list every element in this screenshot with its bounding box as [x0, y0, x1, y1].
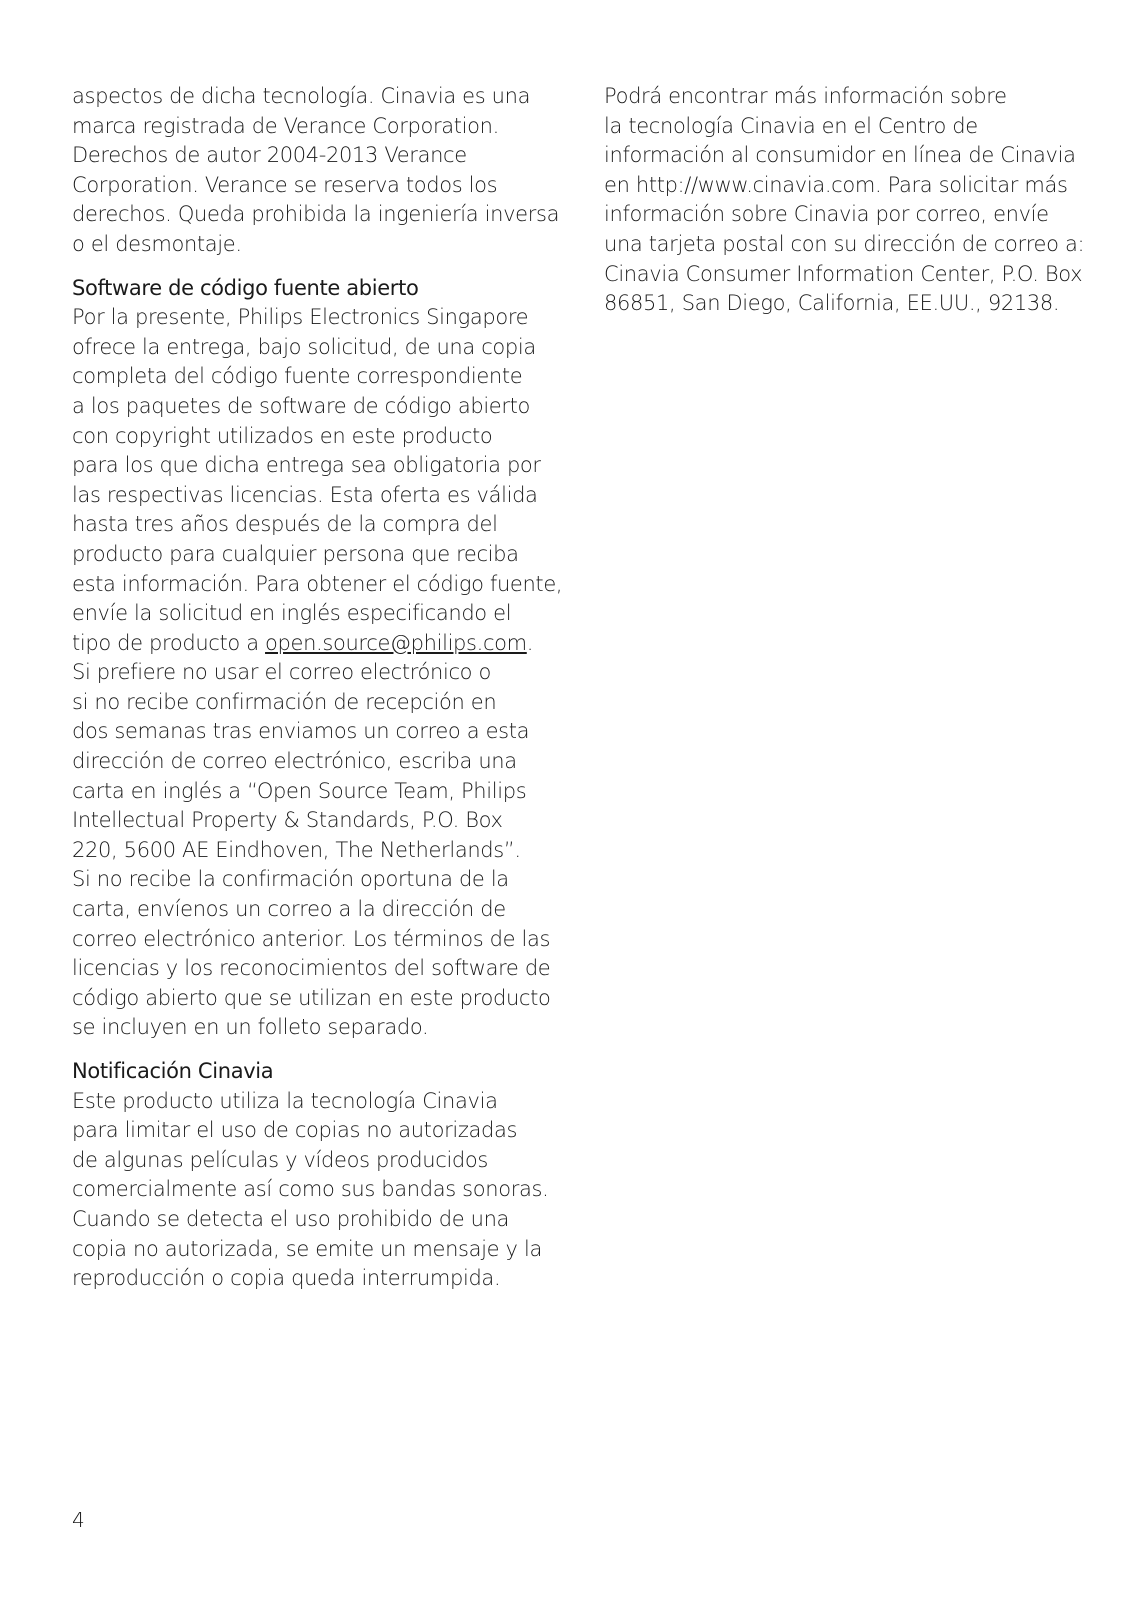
text-line: con copyright utilizados en este producto [72, 423, 493, 448]
text-line: Podrá encontrar más información sobre [604, 84, 1007, 108]
text-line: producto para cualquier persona que reciba [72, 541, 519, 566]
text-line: a los paquetes de software de código abierto [72, 393, 531, 418]
text-line: envíe la solicitud en inglés especificando el [72, 601, 512, 626]
text-line: marca registrada de Verance Corporation. [72, 113, 499, 138]
text-line: Si no recibe la confirmación oportuna de la [72, 867, 509, 892]
email-line-prefix: tipo de producto a [72, 630, 266, 655]
text-line: Derechos de autor 2004-2013 Verance [72, 143, 467, 168]
text-line: 220, 5600 AE Eindhoven, The Netherlands”. [72, 837, 521, 862]
open-source-section [72, 274, 563, 1043]
open-source-heading: Software de código fuente abierto [72, 275, 419, 300]
text-line: Este producto utiliza la tecnología Cinavia [72, 1088, 498, 1113]
text-line: dos semanas tras enviamos un correo a esta [72, 719, 530, 744]
text-line: Cuando se detecta el uso prohibido de una [72, 1206, 510, 1231]
text-line: correo electrónico anterior. Los términos de las [72, 926, 551, 951]
cinavia-info-paragraph [604, 82, 1085, 319]
text-line: licencias y los reconocimientos del software de [72, 956, 551, 981]
text-line: reproducción o copia queda interrumpida. [72, 1266, 501, 1291]
cinavia-section [72, 1057, 549, 1294]
text-line: Si prefiere no usar el correo electrónico o [72, 660, 491, 685]
text-line: carta, envíenos un correo a la dirección de [72, 897, 506, 922]
text-line: de algunas películas y vídeos producidos [72, 1147, 488, 1172]
text-line: información sobre Cinavia por correo, envíe [604, 202, 1049, 227]
text-line: para los que dicha entrega sea obligatoria por [72, 453, 541, 478]
text-line: información al consumidor en línea de Cinavia [604, 143, 1076, 168]
page-number: 4 [72, 1508, 85, 1532]
text-line: si no recibe confirmación de recepción en [72, 689, 497, 714]
text-line: Por la presente, Philips Electronics Singapore [72, 305, 529, 330]
text-line: las respectivas licencias. Esta oferta es válida [72, 482, 538, 507]
text-line: la tecnología Cinavia en el Centro de [604, 113, 978, 138]
right-column [604, 82, 1085, 319]
text-line: hasta tres años después de la compra del [72, 512, 498, 537]
text-line: copia no autorizada, se emite un mensaje y la [72, 1236, 542, 1261]
text-line: para limitar el uso de copias no autorizadas [72, 1118, 518, 1143]
text-line: comercialmente así como sus bandas sonoras. [72, 1177, 549, 1202]
text-line: Intellectual Property & Standards, P.O. Box [72, 808, 503, 833]
text-line: derechos. Queda prohibida la ingeniería inversa [72, 202, 560, 227]
text-line: 86851, San Diego, California, EE.UU., 92138. [604, 291, 1060, 316]
text-line: o el desmontaje. [72, 231, 242, 256]
left-column [72, 82, 563, 1294]
cinavia-heading: Notificación Cinavia [72, 1059, 274, 1083]
text-line: dirección de correo electrónico, escriba una [72, 749, 517, 774]
text-line: Cinavia Consumer Information Center, P.O. Box [604, 261, 1083, 286]
text-line: aspectos de dicha tecnología. Cinavia es una [72, 84, 531, 108]
text-line: ofrece la entrega, bajo solicitud, de una copia [72, 334, 536, 359]
text-line: código abierto que se utilizan en este producto [72, 985, 551, 1010]
text-line: una tarjeta postal con su dirección de correo a: [604, 231, 1085, 256]
email-line-suffix: . [526, 630, 534, 655]
text-line: completa del código fuente correspondiente [72, 364, 523, 389]
email-line [72, 629, 542, 659]
text-line: carta en inglés a “Open Source Team, Philips [72, 778, 527, 803]
text-line: esta información. Para obtener el código fuente, [72, 571, 563, 596]
text-line: se incluyen en un folleto separado. [72, 1015, 429, 1040]
text-line: Corporation. Verance se reserva todos los [72, 172, 498, 197]
email-link[interactable]: open.source@philips.com [265, 630, 527, 655]
intro-paragraph [72, 82, 560, 260]
text-line: en http://www.cinavia.com. Para solicitar más [604, 172, 1068, 197]
